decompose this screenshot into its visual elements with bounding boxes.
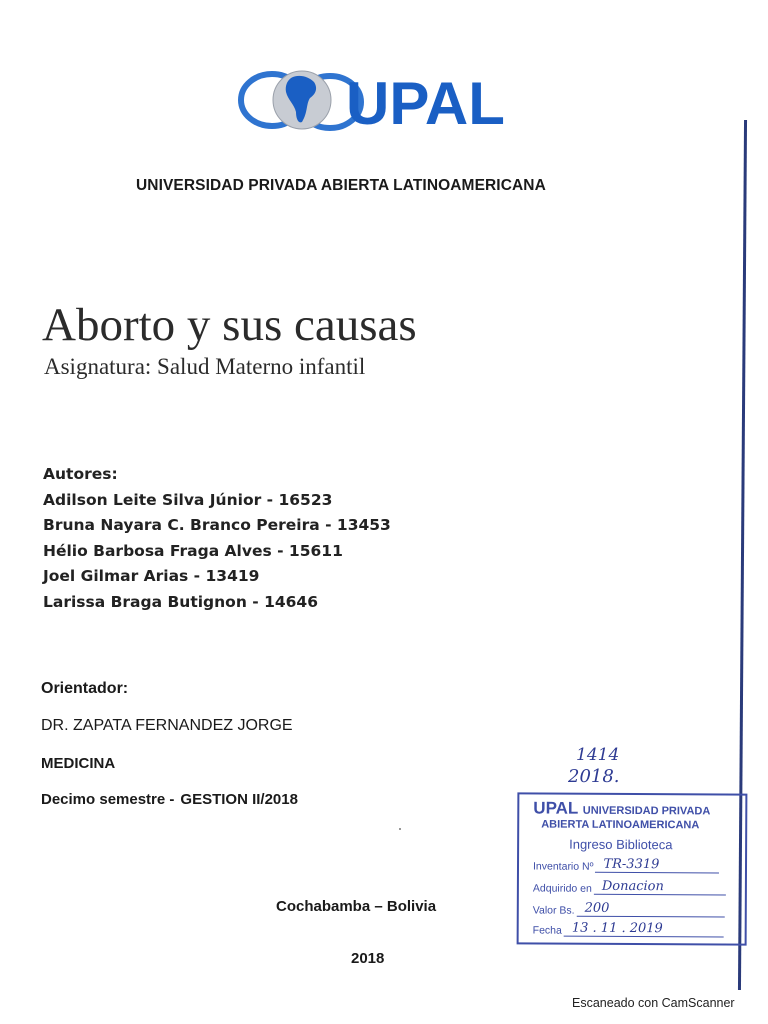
- stamp-field-label: Valor Bs.: [532, 904, 575, 917]
- handwritten-line: 2018.: [568, 766, 620, 787]
- stamp-line-2: ABIERTA LATINOAMERICANA: [541, 818, 700, 832]
- stamp-field-value: Donacion: [601, 878, 664, 895]
- stamp-brand: UPAL: [533, 798, 579, 818]
- stamp-field-fecha: [533, 920, 724, 937]
- logo-wordmark: UPAL: [346, 70, 505, 136]
- author-item: Larissa Braga Butignon - 14646: [43, 592, 319, 611]
- stamp-field-label: Inventario Nº: [532, 860, 594, 873]
- year-line: 2018: [351, 950, 385, 967]
- subject-line: Asignatura: Salud Materno infantil: [44, 354, 366, 379]
- stamp-field-inventario: [533, 856, 720, 873]
- author-item: Adilson Leite Silva Júnior - 16523: [43, 490, 333, 509]
- scanner-watermark: Escaneado con CamScanner: [572, 996, 735, 1010]
- stamp-field-valor: [533, 900, 725, 917]
- semester-line: [41, 791, 298, 808]
- career-name: MEDICINA: [41, 755, 116, 772]
- university-name: UNIVERSIDAD PRIVADA ABIERTA LATINOAMERICANA: [136, 177, 546, 194]
- stamp-section: Ingreso Biblioteca: [569, 836, 673, 853]
- scan-speck: [399, 828, 401, 830]
- upal-logo-graphic: [236, 66, 536, 136]
- author-item: Bruna Nayara C. Branco Pereira - 13453: [43, 516, 391, 534]
- handwritten-line: 1414: [576, 745, 620, 765]
- stamp-field-label: Adquirido en: [532, 882, 592, 895]
- stamp-field-value: 200: [584, 900, 610, 916]
- handwritten-note: [566, 742, 646, 788]
- stamp-field-adquirido: [533, 878, 726, 895]
- gestion-text: GESTION II/2018: [180, 791, 298, 808]
- stamp-header: [533, 798, 710, 819]
- stamp-line-1: UNIVERSIDAD PRIVADA: [582, 804, 711, 818]
- semester-text: Decimo semestre -: [41, 791, 175, 808]
- upal-logo: [236, 66, 536, 136]
- authors-label: Autores:: [43, 465, 118, 483]
- stamp-field-value: 13 . 11 . 2019: [571, 920, 663, 937]
- author-item: Joel Gilmar Arias - 13419: [43, 567, 260, 585]
- city-line: Cochabamba – Bolivia: [276, 898, 437, 915]
- orientador-label: Orientador:: [41, 680, 129, 697]
- author-item: Hélio Barbosa Fraga Alves - 15611: [43, 541, 343, 560]
- stamp-field-value: TR-3319: [603, 856, 660, 873]
- library-stamp: [517, 792, 748, 945]
- document-title: Aborto y sus causas: [42, 299, 417, 351]
- authors-block: [43, 462, 391, 615]
- stamp-field-label: Fecha: [532, 924, 562, 937]
- orientador-name: DR. ZAPATA FERNANDEZ JORGE: [41, 717, 293, 734]
